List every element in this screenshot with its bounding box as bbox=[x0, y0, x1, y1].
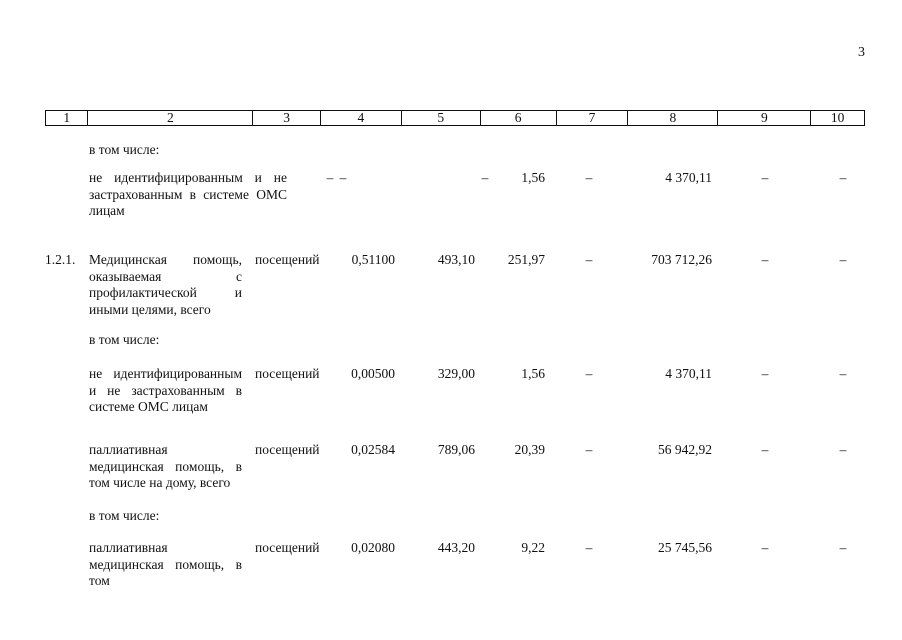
table-row bbox=[45, 366, 875, 442]
table-row bbox=[45, 540, 875, 588]
header-col-2: 2 bbox=[88, 111, 253, 126]
section-label: в том числе: bbox=[89, 332, 160, 347]
row-description: паллиативная медицинская помощь, в том числе на дому, всего bbox=[89, 442, 242, 490]
row-col-8: 703 712,26 bbox=[651, 252, 712, 267]
section-label: в том числе: bbox=[89, 142, 160, 157]
row-col-4: 0,00500 bbox=[351, 366, 395, 381]
section-label-row bbox=[45, 142, 875, 170]
row-col-10: – bbox=[839, 366, 847, 381]
row-col-8: 4 370,11 bbox=[665, 170, 712, 185]
row-col-10: – bbox=[839, 540, 847, 555]
row-col-5: 443,20 bbox=[437, 540, 475, 555]
row-col-9: – bbox=[761, 442, 769, 457]
row-col-4: 0,02080 bbox=[351, 540, 395, 555]
row-col-4: 0,02584 bbox=[351, 442, 395, 457]
row-col-8: 4 370,11 bbox=[665, 366, 712, 381]
row-col-9: – bbox=[761, 366, 769, 381]
row-unit: – bbox=[326, 170, 334, 185]
row-col-4: 0,51100 bbox=[351, 252, 395, 267]
row-unit: посещений bbox=[255, 540, 320, 555]
header-col-4: 4 bbox=[320, 111, 401, 126]
row-description: не идентифицированным и не застрахованным в системе ОМС лицам bbox=[89, 366, 242, 414]
header-col-9: 9 bbox=[718, 111, 811, 126]
row-col-6: 20,39 bbox=[514, 442, 545, 457]
column-number-header bbox=[45, 110, 865, 126]
row-unit: посещений bbox=[255, 366, 320, 381]
row-col-7: – bbox=[585, 170, 593, 185]
section-label-row bbox=[45, 332, 875, 366]
section-label-row bbox=[45, 508, 875, 540]
row-col-6: 9,22 bbox=[521, 540, 545, 555]
row-unit: посещений bbox=[255, 442, 320, 457]
row-col-10: – bbox=[839, 442, 847, 457]
row-col-9: – bbox=[761, 170, 769, 185]
row-col-5: – bbox=[481, 170, 489, 185]
table-row bbox=[45, 170, 875, 252]
header-col-3: 3 bbox=[253, 111, 321, 126]
row-number: 1.2.1. bbox=[45, 252, 76, 267]
header-col-6: 6 bbox=[480, 111, 556, 126]
header-col-5: 5 bbox=[401, 111, 480, 126]
row-description: Медицинская помощь, оказываемая с профилактической и иными целями, всего bbox=[89, 252, 242, 317]
header-col-10: 10 bbox=[811, 111, 865, 126]
row-col-8: 56 942,92 bbox=[658, 442, 712, 457]
row-col-6: 1,56 bbox=[521, 366, 545, 381]
row-col-5: 329,00 bbox=[437, 366, 475, 381]
row-col-7: – bbox=[585, 366, 593, 381]
row-col-9: – bbox=[761, 252, 769, 267]
header-col-8: 8 bbox=[628, 111, 718, 126]
row-unit: посещений bbox=[255, 252, 320, 267]
row-col-6: 1,56 bbox=[521, 170, 545, 185]
header-col-1: 1 bbox=[46, 111, 88, 126]
row-col-8: 25 745,56 bbox=[658, 540, 712, 555]
header-col-7: 7 bbox=[556, 111, 628, 126]
row-col-6: 251,97 bbox=[507, 252, 545, 267]
row-col-7: – bbox=[585, 442, 593, 457]
row-col-10: – bbox=[839, 170, 847, 185]
row-col-5: 789,06 bbox=[437, 442, 475, 457]
row-col-4: – bbox=[339, 170, 347, 185]
section-label: в том числе: bbox=[89, 508, 160, 523]
page-number: 3 bbox=[858, 45, 865, 60]
row-col-7: – bbox=[585, 540, 593, 555]
row-description: паллиативная медицинская помощь, в том bbox=[89, 540, 242, 588]
table-body bbox=[45, 142, 875, 588]
row-col-7: – bbox=[585, 252, 593, 267]
row-description: не идентифицированным и не застрахованным в системе ОМС лицам bbox=[89, 170, 287, 218]
table-row bbox=[45, 252, 875, 332]
row-col-5: 493,10 bbox=[437, 252, 475, 267]
row-col-9: – bbox=[761, 540, 769, 555]
row-col-10: – bbox=[839, 252, 847, 267]
table-row bbox=[45, 442, 875, 508]
